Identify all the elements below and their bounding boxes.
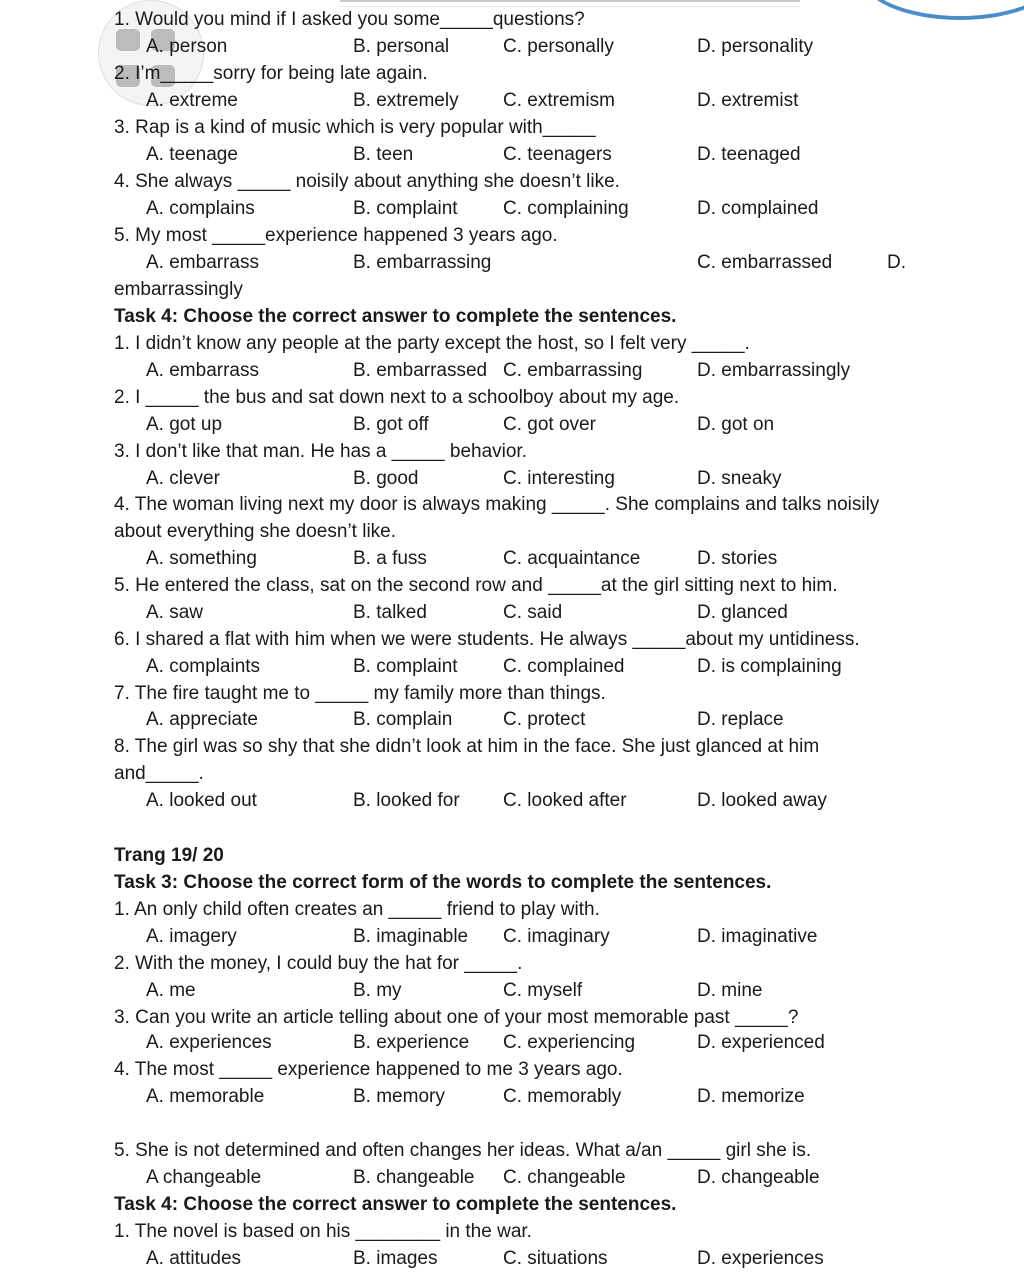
- option-a: A. me: [146, 980, 196, 1001]
- option-b: B. my: [353, 980, 402, 1001]
- question: 2. I _____ the bus and sat down next to a schoolboy about my age.: [114, 387, 680, 408]
- option-a: A. clever: [146, 468, 220, 489]
- option-b: B. memory: [353, 1086, 445, 1107]
- option-b: B. complaint: [353, 656, 458, 677]
- question: 4. She always _____ noisily about anything she doesn’t like.: [114, 171, 620, 192]
- option-a: A. teenage: [146, 144, 238, 165]
- option-d: D. replace: [697, 709, 784, 730]
- option-a: A. saw: [146, 602, 204, 623]
- question-continuation: about everything she doesn’t like.: [114, 521, 397, 542]
- question: 5. My most _____experience happened 3 years ago.: [114, 225, 558, 246]
- question: 3. Can you write an article telling about one of your most memorable past _____?: [114, 1007, 799, 1028]
- option-d: D. got on: [697, 414, 775, 435]
- option-a: A. memorable: [146, 1086, 265, 1107]
- corner-decoration: [860, 0, 1024, 20]
- option-a: A. extreme: [146, 90, 238, 111]
- option-c: C. extremism: [503, 90, 615, 111]
- option-c: C. myself: [503, 980, 583, 1001]
- option-b: B. good: [353, 468, 419, 489]
- option-b: B. personal: [353, 36, 450, 57]
- option-d: D. imaginative: [697, 926, 818, 947]
- question: 1. Would you mind if I asked you some_____questions?: [114, 9, 585, 30]
- page-number: Trang 19/ 20: [114, 845, 224, 866]
- option-a: A. complains: [146, 198, 255, 219]
- option-d: D. complained: [697, 198, 819, 219]
- option-b: B. changeable: [353, 1167, 475, 1188]
- option-c: C. experiencing: [503, 1032, 636, 1053]
- option-c: C. complained: [503, 656, 625, 677]
- option-a: A. appreciate: [146, 709, 258, 730]
- question: 4. The woman living next my door is always making _____. She complains and talks noisily: [114, 494, 880, 515]
- option-b: B. complain: [353, 709, 453, 730]
- question: 4. The most _____ experience happened to me 3 years ago.: [114, 1059, 623, 1080]
- question: 5. She is not determined and often changes her ideas. What a/an _____ girl she is.: [114, 1140, 812, 1161]
- option-b: B. embarrassing: [353, 252, 492, 273]
- option-c: C. teenagers: [503, 144, 612, 165]
- option-c: C. situations: [503, 1248, 608, 1269]
- question: 2. With the money, I could buy the hat for _____.: [114, 953, 523, 974]
- option-b: B. talked: [353, 602, 427, 623]
- option-b: B. imaginable: [353, 926, 469, 947]
- option-c: C. imaginary: [503, 926, 610, 947]
- option-c: C. acquaintance: [503, 548, 641, 569]
- option-b: B. embarrassed: [353, 360, 488, 381]
- question: 8. The girl was so shy that she didn’t look at him in the face. She just glanced at him: [114, 736, 820, 757]
- option-d: D. personality: [697, 36, 814, 57]
- option-d: D. looked away: [697, 790, 827, 811]
- option-d: D. mine: [697, 980, 763, 1001]
- option-b: B. got off: [353, 414, 429, 435]
- option-b: B. a fuss: [353, 548, 427, 569]
- option-a: A. imagery: [146, 926, 237, 947]
- option-b: B. complaint: [353, 198, 458, 219]
- question: 1. The novel is based on his ________ in the war.: [114, 1221, 532, 1242]
- task-heading: Task 4: Choose the correct answer to complete the sentences.: [114, 1194, 677, 1215]
- option-c: C. said: [503, 602, 563, 623]
- question: 1. I didn’t know any people at the party except the host, so I felt very _____.: [114, 333, 750, 354]
- option-c: C. looked after: [503, 790, 627, 811]
- option-c: C. embarrassed: [697, 252, 833, 273]
- question: 2. I’m_____sorry for being late again.: [114, 63, 428, 84]
- option-c: C. got over: [503, 414, 596, 435]
- option-a: A. embarrass: [146, 360, 259, 381]
- option-d-continuation: embarrassingly: [114, 279, 243, 300]
- option-c: C. embarrassing: [503, 360, 643, 381]
- question: 1. An only child often creates an _____ friend to play with.: [114, 899, 600, 920]
- option-b: B. looked for: [353, 790, 460, 811]
- option-a: A changeable: [146, 1167, 262, 1188]
- option-d: D. extremist: [697, 90, 799, 111]
- option-b: B. images: [353, 1248, 438, 1269]
- option-b: B. extremely: [353, 90, 459, 111]
- question: 3. Rap is a kind of music which is very popular with_____: [114, 117, 596, 138]
- option-d: D. stories: [697, 548, 778, 569]
- question: 3. I don’t like that man. He has a _____ behavior.: [114, 441, 527, 462]
- option-b: B. teen: [353, 144, 414, 165]
- option-d: D. glanced: [697, 602, 788, 623]
- option-d: D. experienced: [697, 1032, 825, 1053]
- option-b: B. experience: [353, 1032, 470, 1053]
- option-a: A. person: [146, 36, 228, 57]
- option-a: A. experiences: [146, 1032, 272, 1053]
- option-d: D.: [887, 252, 906, 273]
- option-c: C. personally: [503, 36, 614, 57]
- option-c: C. protect: [503, 709, 586, 730]
- task-heading: Task 3: Choose the correct form of the words to complete the sentences.: [114, 872, 772, 893]
- option-c: C. memorably: [503, 1086, 622, 1107]
- option-d: D. memorize: [697, 1086, 805, 1107]
- task-heading: Task 4: Choose the correct answer to complete the sentences.: [114, 306, 677, 327]
- option-d: D. sneaky: [697, 468, 782, 489]
- question-continuation: and_____.: [114, 763, 204, 784]
- option-a: A. embarrass: [146, 252, 259, 273]
- option-d: D. embarrassingly: [697, 360, 851, 381]
- option-a: A. complaints: [146, 656, 261, 677]
- option-a: A. something: [146, 548, 257, 569]
- option-a: A. got up: [146, 414, 223, 435]
- option-d: D. teenaged: [697, 144, 801, 165]
- option-c: C. changeable: [503, 1167, 626, 1188]
- option-d: D. changeable: [697, 1167, 820, 1188]
- question: 7. The fire taught me to _____ my family more than things.: [114, 683, 606, 704]
- option-a: A. attitudes: [146, 1248, 242, 1269]
- option-d: D. is complaining: [697, 656, 842, 677]
- option-c: C. complaining: [503, 198, 629, 219]
- question: 6. I shared a flat with him when we were students. He always _____about my untidiness.: [114, 629, 860, 650]
- question: 5. He entered the class, sat on the second row and _____at the girl sitting next to him.: [114, 575, 838, 596]
- option-a: A. looked out: [146, 790, 257, 811]
- option-d: D. experiences: [697, 1248, 824, 1269]
- option-c: C. interesting: [503, 468, 615, 489]
